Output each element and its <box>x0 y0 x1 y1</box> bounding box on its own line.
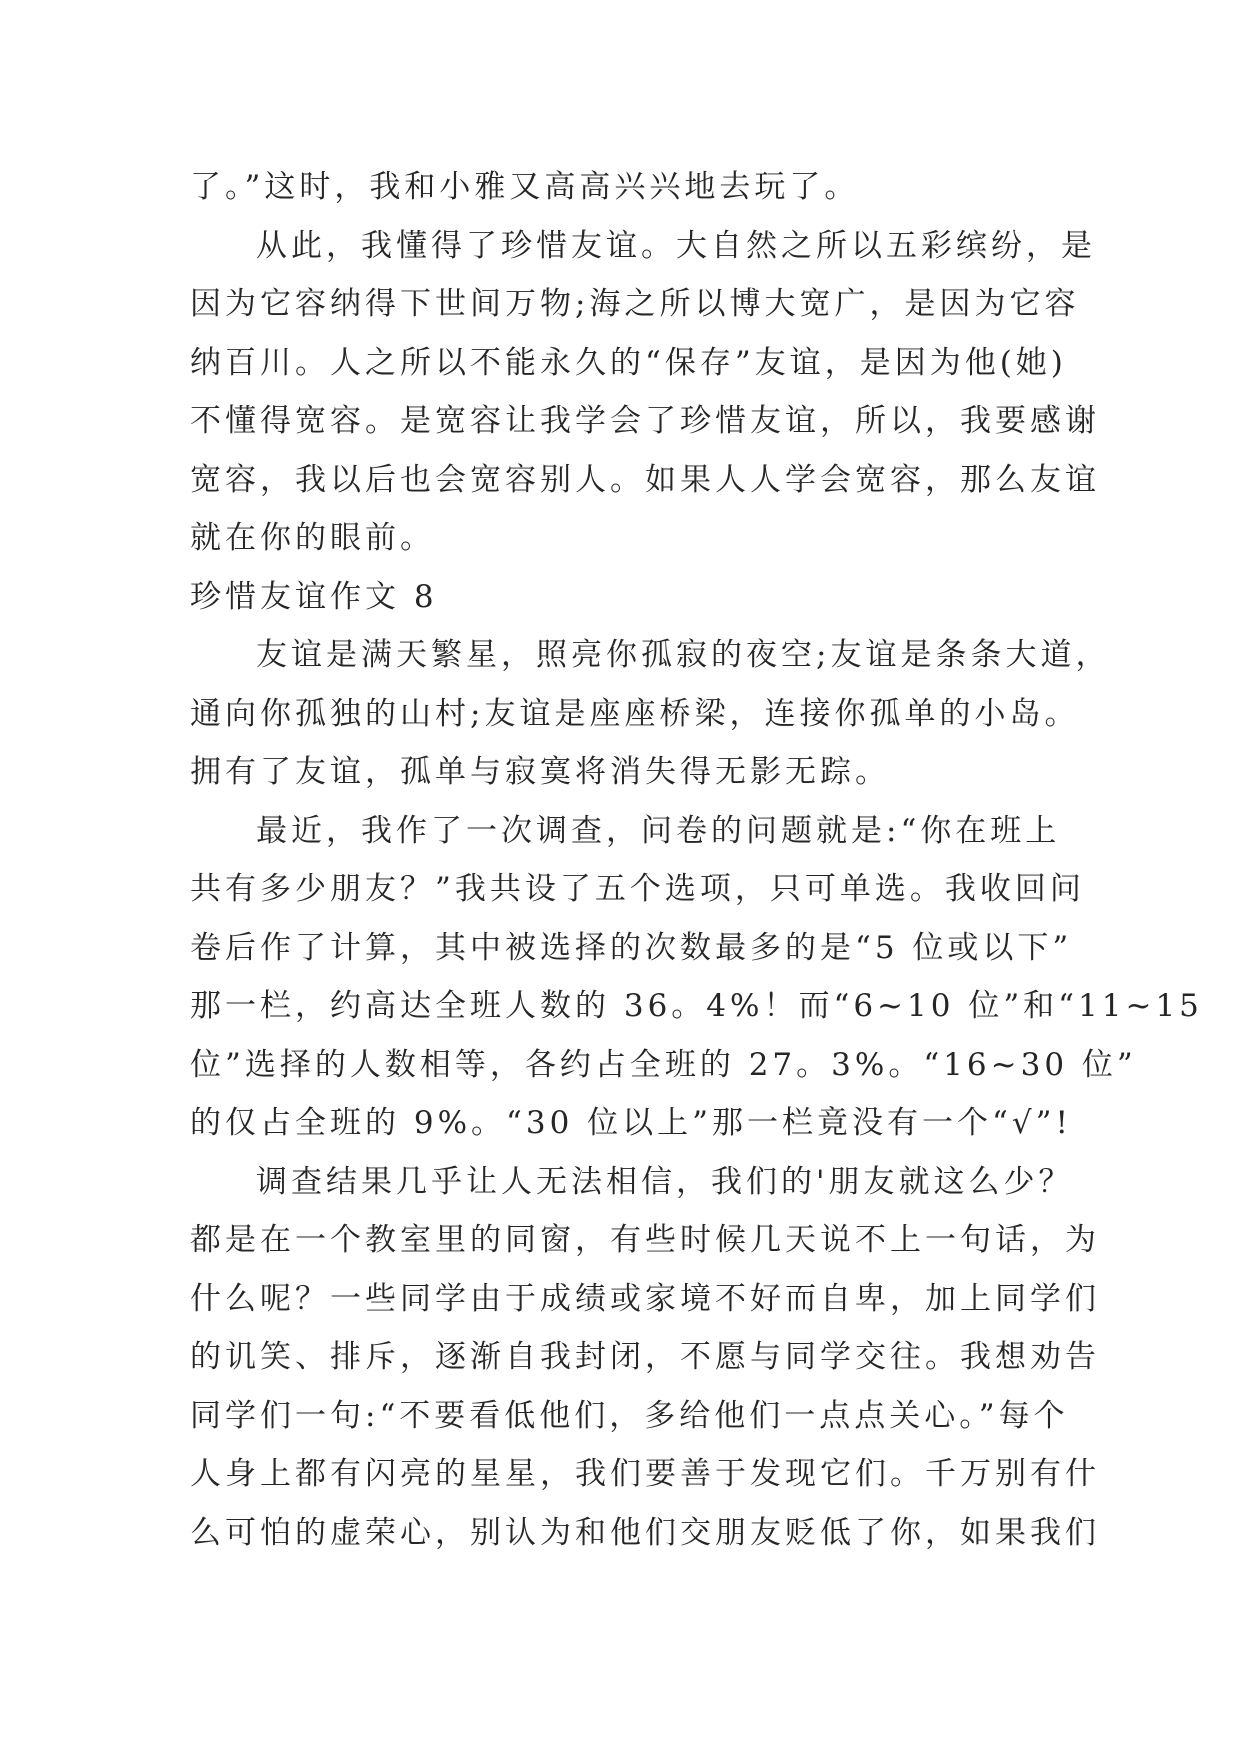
text-line: 调查结果几乎让人无法相信，我们的'朋友就这么少？ <box>256 1163 1074 1200</box>
text-line: 人身上都有闪亮的星星，我们要善于发现它们。千万别有什 <box>190 1456 1100 1492</box>
text-line: 因为它容纳得下世间万物;海之所以博大宽广，是因为它容 <box>190 286 1080 322</box>
essay-text <box>190 158 1203 1562</box>
text-line: 拥有了友谊，孤单与寂寞将消失得无影无踪。 <box>190 754 890 790</box>
text-line: 卷后作了计算，其中被选择的次数最多的是“5 位或以下” <box>190 929 1073 966</box>
text-line: 友谊是满天繁星，照亮你孤寂的夜空;友谊是条条大道， <box>256 637 1111 673</box>
text-line: 那一栏，约高达全班人数的 36。4%！而“6~10 位”和“11~15 <box>190 988 1203 1024</box>
text-line: 的讥笑、排斥，逐渐自我封闭，不愿与同学交往。我想劝告 <box>190 1339 1100 1375</box>
text-line: 宽容，我以后也会宽容别人。如果人人学会宽容，那么友谊 <box>190 461 1100 498</box>
text-line: 都是在一个教室里的同窗，有些时候几天说不上一句话，为 <box>190 1222 1100 1258</box>
text-line: 了。”这时，我和小雅又高高兴兴地去玩了。 <box>190 169 860 205</box>
text-line: 纳百川。人之所以不能永久的“保存”友谊，是因为他(她) <box>190 344 1067 381</box>
text-line: 什么呢？一些同学由于成绩或家境不好而自卑，加上同学们 <box>190 1280 1100 1317</box>
text-line: 最近，我作了一次调查，问卷的问题就是:“你在班上 <box>256 812 1061 849</box>
text-line: 不懂得宽容。是宽容让我学会了珍惜友谊，所以，我要感谢 <box>190 403 1100 439</box>
text-line: 的仅占全班的 9%。“30 位以上”那一栏竟没有一个“√”! <box>190 1105 1072 1141</box>
text-line: 共有多少朋友？”我共设了五个选项，只可单选。我收回问 <box>190 871 1085 907</box>
text-line: 就在你的眼前。 <box>190 520 435 556</box>
text-line: 通向你孤独的山村;友谊是座座桥梁，连接你孤单的小岛。 <box>190 695 1080 732</box>
text-line: 位”选择的人数相等，各约占全班的 27。3%。“16~30 位” <box>190 1046 1137 1083</box>
text-line: 同学们一句:“不要看低他们，多给他们一点点关心。”每个 <box>190 1397 1069 1434</box>
text-line: 从此，我懂得了珍惜友谊。大自然之所以五彩缤纷，是 <box>256 227 1096 264</box>
section-heading: 珍惜友谊作文 8 <box>190 578 438 615</box>
text-line: 么可怕的虚荣心，别认为和他们交朋友贬低了你，如果我们 <box>190 1514 1100 1551</box>
